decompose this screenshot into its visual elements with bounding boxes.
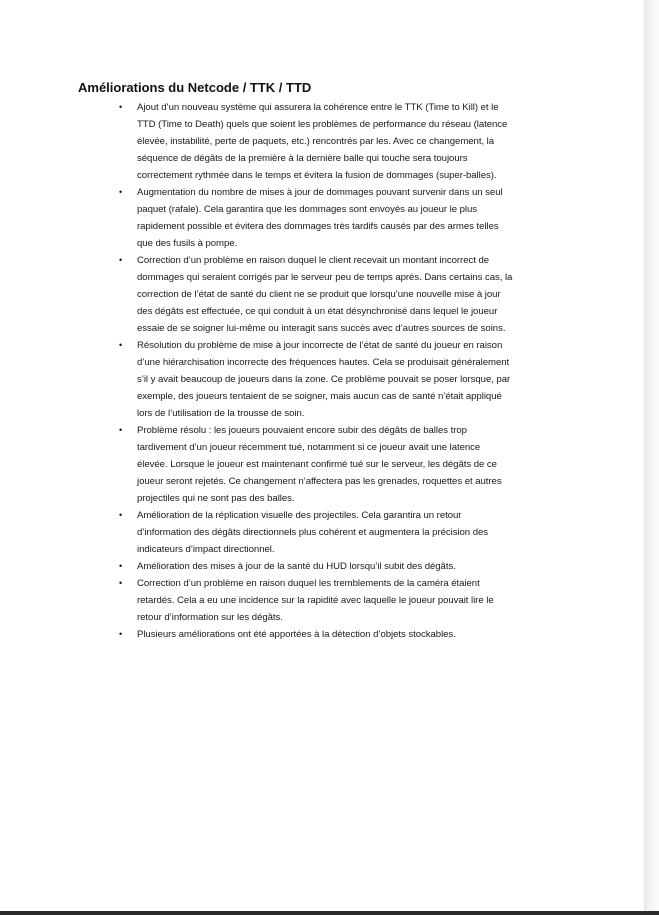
list-item (119, 252, 577, 337)
list-item (119, 99, 577, 184)
text-line: d’information des dégâts directionnels plus cohérent et augmentera la précision des (137, 527, 489, 538)
text-line: d’une hiérarchisation incorrecte des fréquences hautes. Cela se produisait généralement (137, 357, 510, 368)
list-item (119, 575, 577, 626)
bullet-icon: • (119, 510, 123, 520)
text-line: paquet (rafale). Cela garantira que les dommages sont envoyés au joueur le plus (137, 204, 478, 215)
bullet-icon: • (119, 578, 123, 588)
text-line: retour d’information sur les dégâts. (137, 612, 283, 623)
bullet-icon: • (119, 187, 123, 197)
bullet-text (137, 422, 577, 507)
text-line: Correction d’un problème en raison duquel le client recevait un montant incorrect de (137, 255, 490, 266)
text-line: Correction d’un problème en raison duquel les tremblements de la caméra étaient (137, 578, 480, 589)
list-item (119, 558, 577, 575)
text-line: que des fusils à pompe. (137, 238, 238, 249)
text-line: Amélioration des mises à jour de la santé du HUD lorsqu’il subit des dégâts. (137, 561, 456, 572)
bullet-icon: • (119, 255, 123, 265)
text-line: rapidement possible et évitera des dommages très tardifs causés par des armes telles (137, 221, 499, 232)
text-line: s’il y avait beaucoup de joueurs dans la zone. Ce problème pouvait se poser lorsque, par (137, 374, 511, 385)
bullet-icon: • (119, 629, 123, 639)
bullet-list (119, 99, 577, 643)
bullet-icon: • (119, 340, 123, 350)
text-line: correction de l’état de santé du client ne se produit que lorsqu’une nouvelle mise à jour (137, 289, 501, 300)
text-line: indicateurs d’impact directionnel. (137, 544, 275, 555)
bullet-icon: • (119, 102, 123, 112)
bullet-icon: • (119, 561, 123, 571)
bullet-text (137, 337, 577, 422)
text-line: retardés. Cela a eu une incidence sur la rapidité avec laquelle le joueur pouvait lire le (137, 595, 494, 606)
text-line: Augmentation du nombre de mises à jour de dommages pouvant survenir dans un seul (137, 187, 503, 198)
text-line: Problème résolu : les joueurs pouvaient encore subir des dégâts de balles trop (137, 425, 467, 436)
text-line: TTD (Time to Death) quels que soient les problèmes de performance du réseau (latence (137, 119, 508, 130)
text-line: Ajout d’un nouveau système qui assurera la cohérence entre le TTK (Time to Kill) et le (137, 102, 499, 113)
bullet-text (137, 184, 577, 252)
text-line: correctement rythmée dans le temps et évitera la fusion de dommages (super-balles). (137, 170, 497, 181)
text-line: Plusieurs améliorations ont été apportées à la détection d’objets stockables. (137, 629, 456, 640)
bullet-icon: • (119, 425, 123, 435)
text-line: projectiles qui ne sont pas des balles. (137, 493, 295, 504)
text-line: Résolution du problème de mise à jour incorrecte de l’état de santé du joueur en raison (137, 340, 503, 351)
bullet-text (137, 626, 577, 643)
bullet-text (137, 99, 577, 184)
text-line: essaie de se soigner lui-même ou interagit sans succès avec d’autres sources de soins. (137, 323, 506, 334)
list-item (119, 184, 577, 252)
text-line: lors de l’utilisation de la trousse de soin. (137, 408, 305, 419)
text-line: élevée, instabilité, perte de paquets, etc.) rencontrés par les. Avec ce changement, la (137, 136, 495, 147)
list-item (119, 626, 577, 643)
text-line: élevée. Lorsque le joueur est maintenant confirmé tué sur le serveur, les dégâts de ce (137, 459, 497, 470)
section-heading: Améliorations du Netcode / TTK / TTD (78, 80, 312, 95)
text-line: dommages qui seraient corrigés par le serveur peu de temps après. Dans certains cas, la (137, 272, 513, 283)
bullet-text (137, 575, 577, 626)
page-gutter (644, 0, 659, 915)
text-line: exemple, des joueurs tentaient de se soigner, mais aucun cas de santé n’était appliqué (137, 391, 502, 402)
text-line: tardivement d’un joueur récemment tué, notamment si ce joueur avait une latence (137, 442, 481, 453)
text-line: des dégâts est effectuée, ce qui conduit à un état désynchronisé dans lequel le joueur (137, 306, 498, 317)
list-item (119, 337, 577, 422)
bullet-text (137, 252, 577, 337)
bullet-text (137, 507, 577, 558)
bullet-text (137, 558, 577, 575)
text-line: Amélioration de la réplication visuelle des projectiles. Cela garantira un retour (137, 510, 462, 521)
list-item (119, 507, 577, 558)
text-line: joueur seront rejetés. Ce changement n’affectera pas les grenades, roquettes et autres (137, 476, 502, 487)
list-item (119, 422, 577, 507)
text-line: séquence de dégâts de la première à la dernière balle qui touche sera toujours (137, 153, 468, 164)
page-bottom-border (0, 911, 659, 915)
